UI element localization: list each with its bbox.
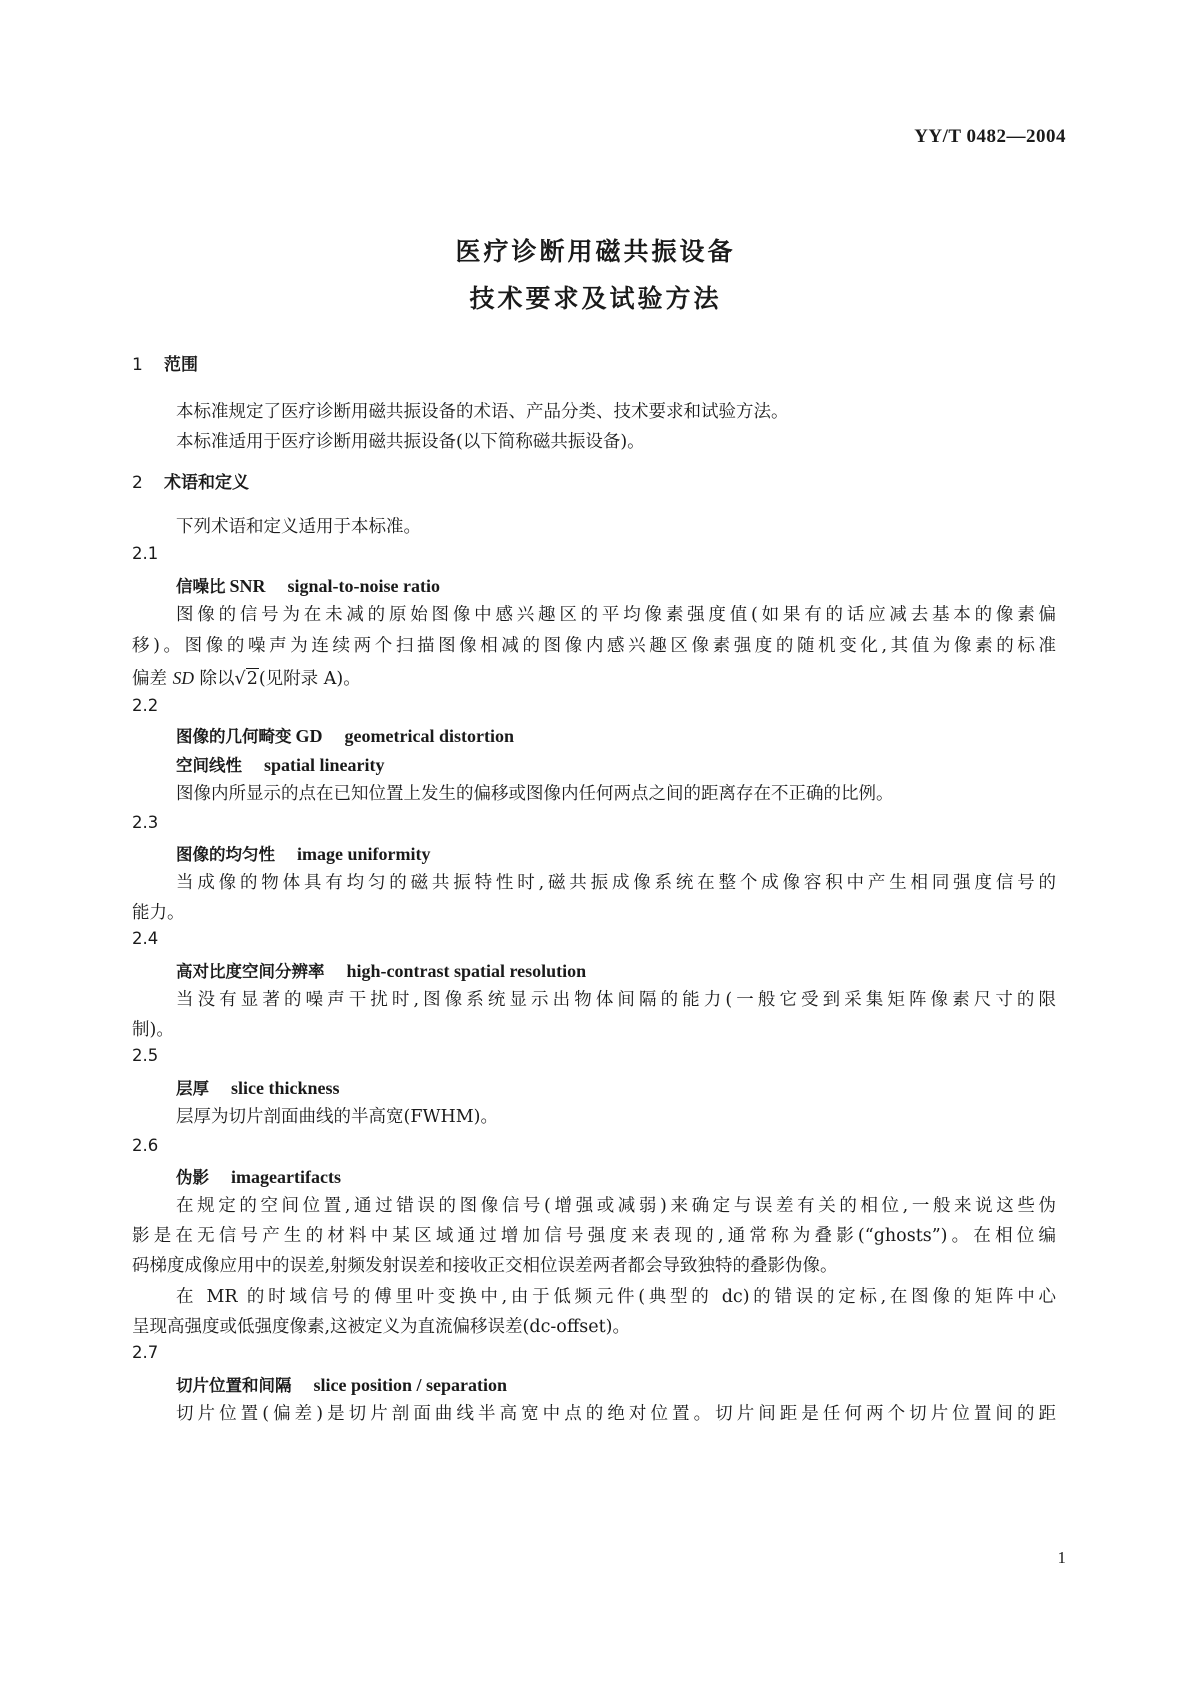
section-title: 范围 — [164, 355, 198, 375]
term-heading — [176, 723, 514, 747]
term-chinese: 高对比度空间分辨率 — [176, 962, 325, 981]
term-chinese: 图像的几何畸变 — [176, 727, 292, 746]
term-chinese: 层厚 — [176, 1079, 209, 1098]
term-english: high-contrast spatial resolution — [346, 961, 587, 981]
term-abbreviation: SNR — [229, 576, 266, 596]
term-abbreviation: GD — [295, 726, 323, 746]
paragraph-line: 影是在无信号产生的材料中某区域通过增加信号强度来表现的,通常称为叠影(“ghosts”)。在相位编 — [132, 1226, 1056, 1246]
paragraph: 本标准规定了医疗诊断用磁共振设备的术语、产品分类、技术要求和试验方法。 — [176, 402, 789, 422]
paragraph-line: 制)。 — [132, 1020, 174, 1040]
term-heading — [176, 1075, 340, 1099]
section-number: 1 — [132, 355, 143, 375]
paragraph-line: 层厚为切片剖面曲线的半高宽(FWHM)。 — [176, 1107, 498, 1127]
term-chinese: 切片位置和间隔 — [176, 1376, 292, 1395]
subsection-number: 2.3 — [132, 813, 159, 832]
term-heading — [176, 958, 586, 982]
paragraph-line: 码梯度成像应用中的误差,射频发射误差和接收正交相位误差两者都会导致独特的叠影伪像。 — [132, 1256, 838, 1276]
paragraph-line: 当成像的物体具有均匀的磁共振特性时,磁共振成像系统在整个成像容积中产生相同强度信号的 — [176, 873, 1056, 893]
paragraph-line: 图像的信号为在未减的原始图像中感兴趣区的平均像素强度值(如果有的话应减去基本的像素偏 — [176, 605, 1056, 625]
sqrt-symbol: √2 — [234, 669, 258, 689]
term-english: slice thickness — [231, 1078, 340, 1098]
term-chinese: 图像的均匀性 — [176, 845, 275, 864]
term-english: spatial linearity — [264, 755, 385, 775]
term-english: signal-to-noise ratio — [287, 576, 441, 596]
term-heading — [176, 1372, 507, 1396]
subsection-number: 2.1 — [132, 544, 159, 563]
term-chinese: 空间线性 — [176, 756, 242, 775]
paragraph-line: 切片位置(偏差)是切片剖面曲线半高宽中点的绝对位置。切片间距是任何两个切片位置间的距 — [176, 1404, 1056, 1424]
term-english: slice position / separation — [313, 1375, 508, 1395]
paragraph-line: 偏差 SD 除以√2(见附录 A)。 — [132, 668, 361, 689]
document-title-line1: 医疗诊断用磁共振设备 — [455, 237, 736, 266]
section-heading-terms — [132, 468, 249, 493]
subsection-number: 2.4 — [132, 929, 159, 948]
subsection-number: 2.7 — [132, 1343, 159, 1362]
term-heading — [176, 573, 440, 597]
subsection-number: 2.2 — [132, 696, 159, 715]
paragraph-line: 移)。图像的噪声为连续两个扫描图像相减的图像内感兴趣区像素强度的随机变化,其值为像素的标准 — [132, 636, 1056, 656]
standard-code: YY/T 0482—2004 — [914, 126, 1066, 147]
term-heading — [176, 1164, 341, 1188]
paragraph-line: 能力。 — [132, 903, 185, 923]
page-number: 1 — [1057, 1548, 1066, 1567]
subsection-number: 2.6 — [132, 1136, 159, 1155]
paragraph-line: 呈现高强度或低强度像素,这被定义为直流偏移误差(dc-offset)。 — [132, 1317, 630, 1337]
paragraph: 本标准适用于医疗诊断用磁共振设备(以下简称磁共振设备)。 — [176, 432, 645, 452]
document-title-line2: 技术要求及试验方法 — [469, 284, 722, 313]
term-chinese: 伪影 — [176, 1168, 209, 1187]
term-chinese: 信噪比 — [176, 577, 226, 596]
paragraph-line: 在规定的空间位置,通过错误的图像信号(增强或减弱)来确定与误差有关的相位,一般来说这些伪 — [176, 1196, 1056, 1216]
sd-symbol: SD — [172, 668, 194, 688]
term-english: imageartifacts — [231, 1167, 341, 1187]
term-english: geometrical distortion — [344, 726, 514, 746]
section-title: 术语和定义 — [164, 473, 249, 493]
paragraph-line: 在 MR 的时域信号的傅里叶变换中,由于低频元件(典型的 dc)的错误的定标,在图像的矩阵中心 — [176, 1287, 1056, 1307]
term-english: image uniformity — [297, 844, 431, 864]
subsection-number: 2.5 — [132, 1046, 159, 1065]
paragraph-line: 图像内所显示的点在已知位置上发生的偏移或图像内任何两点之间的距离存在不正确的比例。 — [176, 784, 894, 804]
paragraph-line: 当没有显著的噪声干扰时,图像系统显示出物体间隔的能力(一般它受到采集矩阵像素尺寸的限 — [176, 990, 1056, 1010]
term-heading — [176, 841, 430, 865]
paragraph: 下列术语和定义适用于本标准。 — [176, 517, 421, 537]
term-heading — [176, 752, 385, 776]
section-heading-scope — [132, 350, 198, 375]
section-number: 2 — [132, 473, 143, 493]
